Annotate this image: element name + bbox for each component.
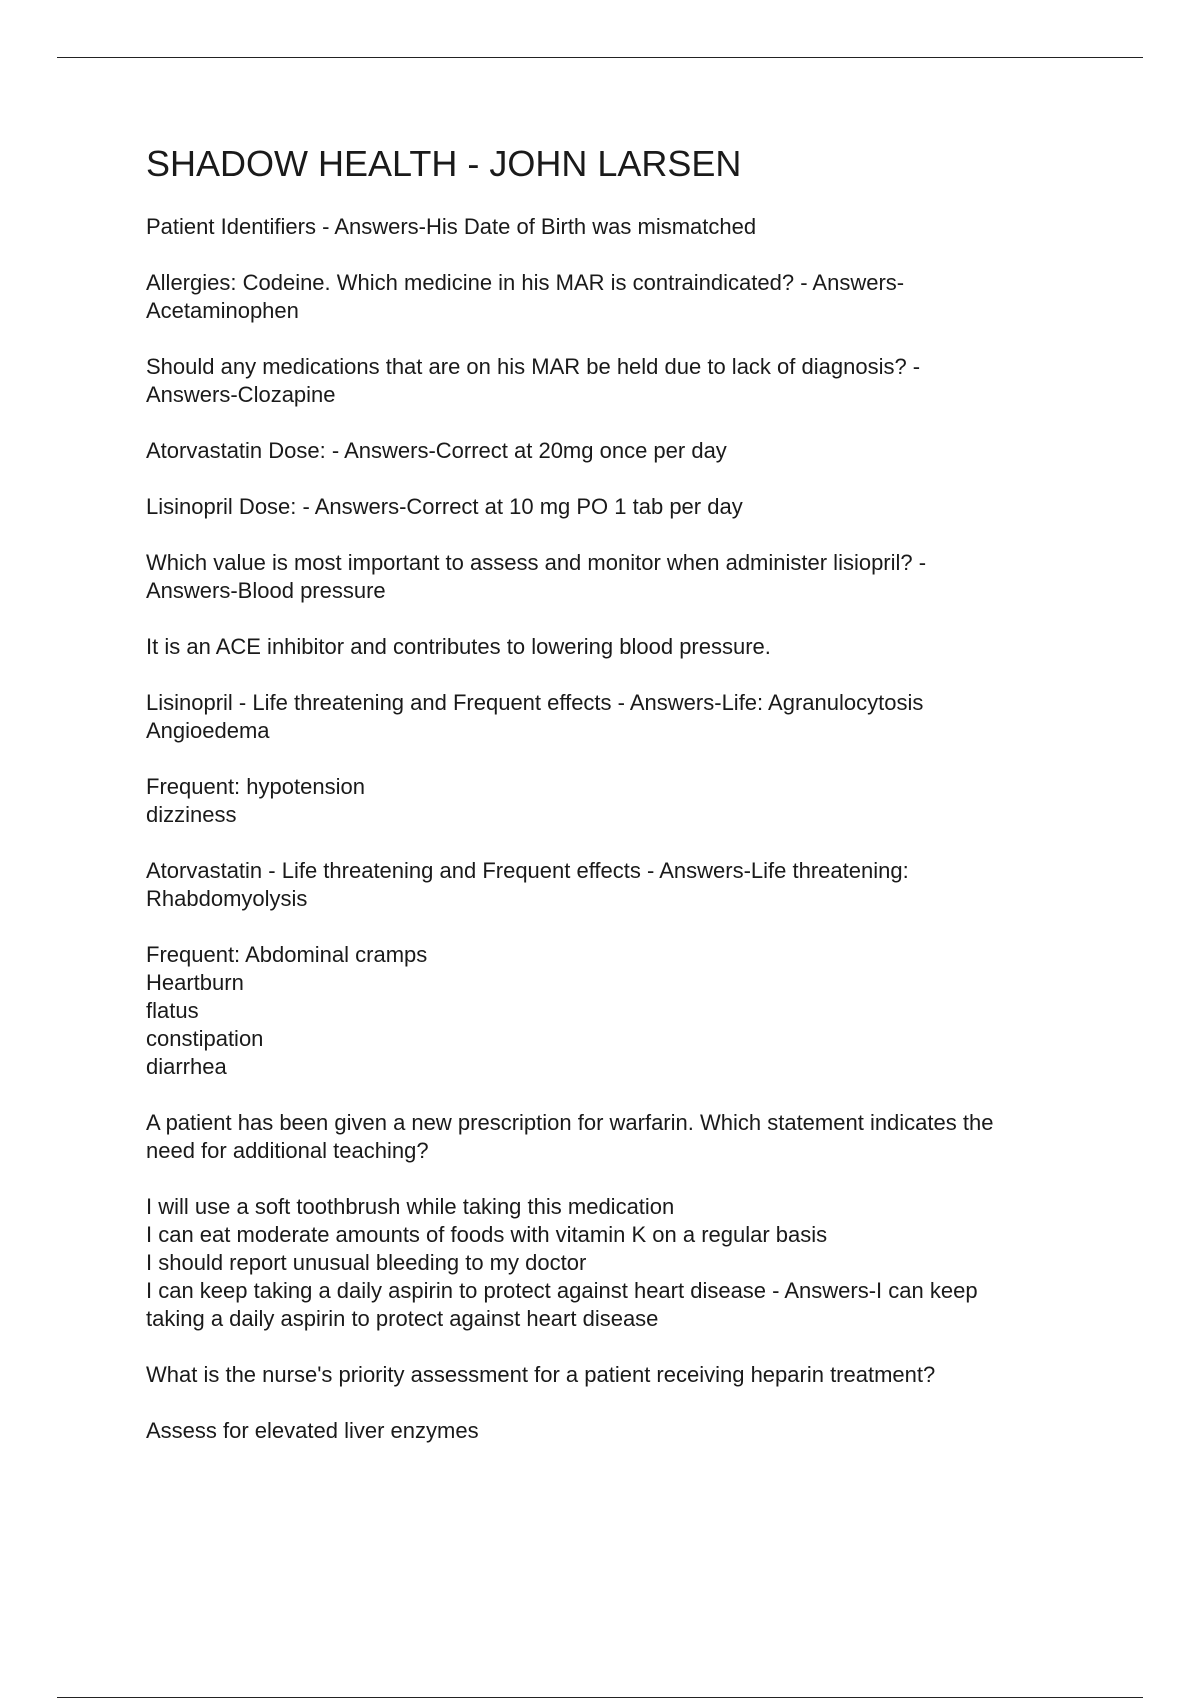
paragraph-warfarin-question: A patient has been given a new prescription for warfarin. Which statement indicates the need for additional teaching? <box>146 1110 994 1163</box>
top-rule <box>57 57 1143 58</box>
bottom-rule <box>57 1697 1143 1698</box>
paragraph-atorvastatin-dose: Atorvastatin Dose: - Answers-Correct at 20mg once per day <box>146 438 727 463</box>
paragraph-atorvastatin-frequent: Frequent: Abdominal cramps Heartburn flatus constipation diarrhea <box>146 942 428 1079</box>
document-body <box>146 143 1106 1473</box>
paragraph-held-medications: Should any medications that are on his MAR be held due to lack of diagnosis? - Answers-Clozapine <box>146 354 921 407</box>
paragraph-heparin-question: What is the nurse's priority assessment for a patient receiving heparin treatment? <box>146 1362 936 1387</box>
paragraph-warfarin-options: I will use a soft toothbrush while taking this medication I can eat moderate amounts of foods with vitamin K on a regular basis I should report unusual bleeding to my doctor I can keep taking a daily aspirin to protect against heart disease - Answers-I can keep taking a daily aspirin to protect against heart disease <box>146 1194 978 1331</box>
paragraph-patient-identifiers: Patient Identifiers - Answers-His Date of Birth was mismatched <box>146 214 757 239</box>
paragraph-atorvastatin-effects: Atorvastatin - Life threatening and Frequent effects - Answers-Life threatening: Rhabdomyolysis <box>146 858 909 911</box>
document-title: SHADOW HEALTH - JOHN LARSEN <box>146 143 742 184</box>
paragraph-lisinopril-frequent: Frequent: hypotension dizziness <box>146 774 365 827</box>
paragraph-lisinopril-effects: Lisinopril - Life threatening and Frequent effects - Answers-Life: Agranulocytosis Angioedema <box>146 690 924 743</box>
paragraph-lisinopril-dose: Lisinopril Dose: - Answers-Correct at 10 mg PO 1 tab per day <box>146 494 743 519</box>
paragraph-monitor-value: Which value is most important to assess and monitor when administer lisiopril? - Answers-Blood pressure <box>146 550 927 603</box>
paragraph-ace-inhibitor: It is an ACE inhibitor and contributes to lowering blood pressure. <box>146 634 771 659</box>
paragraph-liver-enzymes: Assess for elevated liver enzymes <box>146 1418 479 1443</box>
paragraph-allergies: Allergies: Codeine. Which medicine in his MAR is contraindicated? - Answers- Acetaminophen <box>146 270 905 323</box>
